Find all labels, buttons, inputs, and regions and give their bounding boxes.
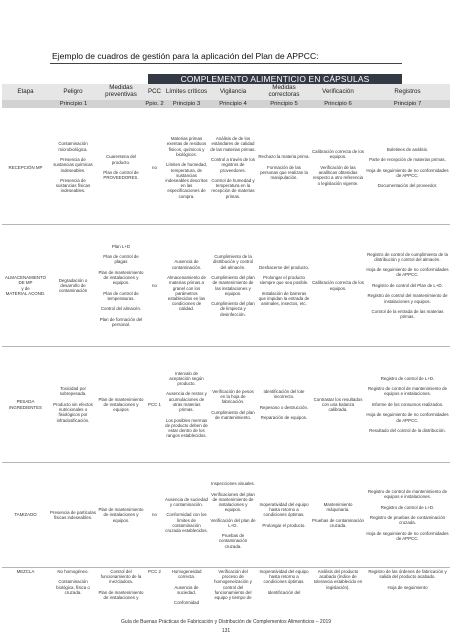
title-underline (50, 63, 402, 64)
column-header: Etapa (2, 84, 50, 100)
table-cell-correctoras: Inoperatividad del equipo hasta retorno a condiciones óptimas. Identificación del (259, 569, 309, 595)
table-cell-pcc: PCC 1 (148, 401, 161, 407)
table-cell-peligro: Degradación o desarrollo de contaminación (58, 277, 88, 294)
table-cell-correctoras: Deshacerse del producto. Prolongar el producto siempre que sea posible. Instalación de barreras que impidan la entrada de animales, insectos, etc. (258, 264, 310, 307)
table-cell-verificacion: Mantenimiento máquinaria. Pruebas de contaminación cruzada. (312, 501, 364, 528)
row-divider (2, 346, 450, 347)
table-cell-pcc: no (152, 164, 157, 170)
table-cell-etapa: ALMACENAMIENTO DE MP y de MATERIAL ACOND. (4, 275, 47, 296)
table-cell-limites: Materias primas exentas de residuos físicos, químicos y biológicos. Límites de humedad, temperatura, de sustancias indeseables descritos en las especificaciones de compra. (165, 136, 208, 199)
column-header: Límites críticos (164, 84, 210, 100)
principle-header: Principio 4 (209, 100, 258, 108)
table-cell-medidas: Plan de mantenimiento de instalaciones y equipos (98, 396, 144, 413)
table-cell-correctoras: Identificación del lote incorrecto. Repesoso o destrucción. Reparación de equipos. (259, 388, 309, 420)
table-cell-etapa: PESADA INGREDIENTES (9, 399, 42, 410)
principle-header: Principio 6 (311, 100, 366, 108)
table-cell-peligro: Contaminación microbiológica. Presencia de sustancias químicas indeseables. Presencia de sustancias físicas indeseables. (53, 141, 93, 194)
table-cell-verificacion: Calibración correcta de los equipos. Verificación de las analíticas obtenidas respecto a otro referencia o legislación vigente. (312, 149, 364, 186)
table-cell-registros: Registro de control de mantenimiento de equipos e instalaciones. Registro de control de L+D. Registro de pruebas de contaminación cruzada. Hoja de seguimiento de no conformidades de APPCC. (366, 488, 449, 541)
table-cell-correctoras: Inoperatividad del equipo hasta retorno a condiciones óptimas. Prolongar el producto. (259, 501, 309, 528)
row-divider (2, 462, 450, 463)
table-cell-medidas: Plan L+D Plan de control de plagas Plan de mantenimiento de instalaciones y equipos. Plan de control de temperaturas. Control del almacén. Plan de formación del personal. (98, 243, 144, 327)
column-header: PCC (145, 84, 165, 100)
table-cell-limites: Homogeneidad correcta. Ausencia de suciedad. Conformidad (171, 569, 202, 606)
table-cell-peligro: No homogéneo. Contaminación biológica, física o cruzada. (56, 569, 90, 595)
table-cell-limites: Intervalo de aceptación según producto. Ausencia de restos y acumulaciones de otras materias primas. Los posibles mermas de producto deben de estar dentro de los rangos establecidos. (165, 370, 208, 439)
table-cell-peligro: Presencia de partículas físicas indeseables. (50, 509, 96, 520)
table-cell-pcc: no (152, 282, 157, 288)
column-header: Vigilancia (209, 84, 258, 100)
table-cell-vigilancia: Análisis de de los estándares de calidad de las materias primas. Control a través de los registros de proveedores. Control de humedad y temperatura en la recepción de materias primas. (210, 136, 256, 199)
column-header: Registros (365, 84, 451, 100)
principle-header: Principio 7 (365, 100, 451, 108)
table-cell-etapa: RECEPCIÓN MP (8, 164, 43, 170)
table-banner: COMPLEMENTO ALIMENTICIO EN CÁPSULAS (148, 74, 402, 84)
page-number: 131 (221, 628, 231, 634)
table-cell-pcc: PCC 2 (148, 569, 161, 574)
principle-header: Principio 1 (2, 100, 146, 108)
table-cell-registros: Boletines de análisis. Parte de recepción de materias primas. Hoja de seguimiento de no conformidades de APPCC. Documentación del proveedor. (366, 146, 449, 189)
table-cell-medidas: Control del funcionamiento de la mezcladora. Plan de mantenimiento de instalaciones y (98, 569, 144, 601)
footer-text: Guía de Buenas Prácticas de Fabricación y Distribución de Complementos Alimenticios – 2019 (120, 619, 332, 625)
table-cell-vigilancia: Verificación de pesos en la hoja de fabricación. Cumplimiento del plan de mantenimiento. (211, 388, 255, 420)
table-cell-peligro: Toxicidad por sobrepesada. Producto sin efectos nutricionales o fisiológicos por infradosificación. (53, 386, 93, 423)
table-cell-vigilancia: Cumplimiento de la distribución y control del almacén. Cumplimiento del plan de mantenimiento de las instalaciones y equipos. Cumplimiento del plan de limpieza y desinfección. (211, 254, 255, 317)
principle-header: Principio 5 (257, 100, 312, 108)
table-cell-pcc: no (152, 512, 157, 518)
column-header: Medidas preventivas (97, 84, 146, 100)
column-header: Verificación (311, 84, 366, 100)
table-cell-limites: Ausencia de contaminación. Almacenamiento de materias primas a granel con los parámetros establecidos en las condiciones de calidad. (167, 259, 206, 312)
table-cell-registros: Registro de control de cumplimiento de la distribución y control del almacén. Hoja de seguimiento de no conformidades de APPCC. Registro de control del Plan de L+D. Registro de control del mantenimiento de instalaciones y equipos. Control de la entrada de las materias primas. (366, 251, 449, 320)
table-cell-verificacion: Análisis del producto acabado (índice de tolerancia establecido en legislación). (313, 569, 363, 590)
table-cell-registros: Registro de las órdenes de fabricación y salida del producto acabado. Hoja de seguimiento (368, 569, 447, 590)
table-cell-etapa: MEZCLA (16, 569, 35, 574)
column-header: Medidas correctoras (257, 84, 312, 100)
page-title: Ejemplo de cuadros de gestión para la aplicación del Plan de APPCC: (52, 51, 319, 61)
table-cell-medidas: Cuarentena del producto. Plan de control de PROVEEDORES. (103, 154, 139, 181)
table-cell-correctoras: Rechazo la materia prima. Formación de las personas que realizan la manipulación. (258, 154, 310, 181)
table-cell-registros: Registro de control de L+D. Registro de control de mantenimiento de equipos e instalaciones. Informe de los consumos realizados. Hoja de seguimiento de no conformidades de APPCC. Resultado del control de la distribución. (366, 375, 449, 433)
principle-header: Ppio. 2 (145, 101, 164, 107)
row-divider (2, 224, 450, 225)
table-cell-verificacion: Calibración correcta de los equipos. (312, 280, 364, 291)
table-cell-vigilancia: Inspecciones visuales. Verificaciones del plan de mantenimiento de instalaciones y equipos. Verificación del plan de L+D. Pruebas de contaminación cruzada. (210, 481, 256, 549)
table-cell-limites: Ausencia de suciedad y contaminación. Conformidad con los límites de contaminación cruzada establecidos. (165, 496, 208, 533)
table-cell-medidas: Plan de mantenimiento de instalaciones y equipos. (98, 507, 144, 523)
principle-header: Principio 3 (164, 100, 210, 108)
table-cell-etapa: TAMIZADO (14, 512, 37, 518)
table-cell-vigilancia: Verificación del proceso de homogeneización y control del funcionamiento del equipo y tiempo de (214, 569, 252, 601)
column-header: Peligro (49, 84, 98, 100)
row-divider (2, 567, 450, 568)
table-cell-verificacion: Contrastar los resultados con una balanza calibrada. (313, 396, 363, 413)
